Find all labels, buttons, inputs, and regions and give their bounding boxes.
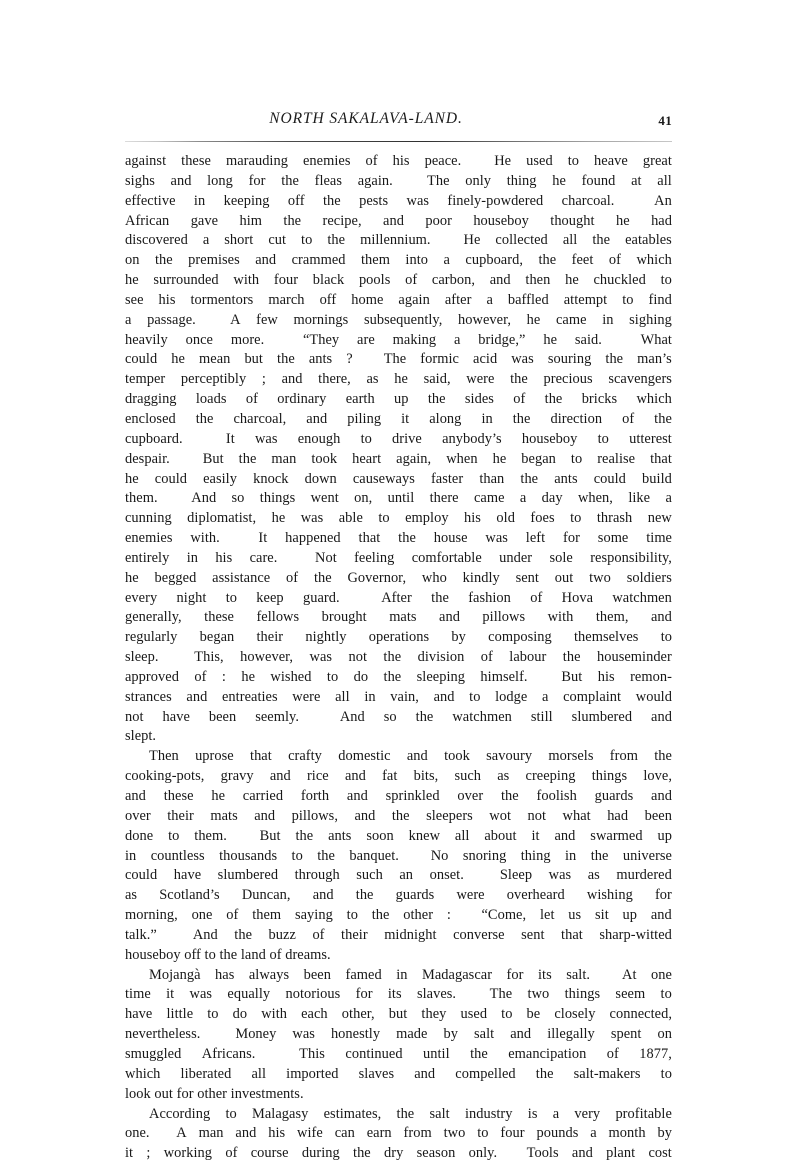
header-rule	[125, 141, 672, 142]
text-line: on the premises and crammed them into a cupboard, the feet of which	[125, 252, 672, 269]
text-line: talk.” And the buzz of their midnight converse sent that sharp-witted	[125, 926, 672, 943]
text-line: enclosed the charcoal, and piling it along in the direction of the	[125, 410, 672, 427]
text-line: against these marauding enemies of his peace. He used to heave great	[125, 153, 672, 169]
text-line: generally, these fellows brought mats and pillows with them, and	[125, 609, 672, 626]
text-line: see his tormentors march off home again after a baffled attempt to find	[125, 291, 672, 308]
text-line: cupboard. It was enough to drive anybody’s houseboy to utterest	[125, 430, 672, 447]
text-line: sighs and long for the fleas again. The only thing he found at all	[125, 172, 672, 189]
body-text-column	[125, 152, 672, 1164]
text-line: Then uprose that crafty domestic and took savoury morsels from the	[149, 748, 672, 765]
text-line: smuggled Africans. This continued until the emancipation of 1877,	[125, 1045, 672, 1062]
text-line: entirely in his care. Not feeling comfortable under sole responsibility,	[125, 549, 672, 566]
text-line: strances and entreaties were all in vain, and to lodge a complaint would	[125, 688, 672, 705]
text-line: enemies with. It happened that the house was left for some time	[125, 530, 672, 547]
text-line: he surrounded with four black pools of carbon, and then he chuckled to	[125, 272, 672, 289]
text-line: dragging loads of ordinary earth up the sides of the bricks which	[125, 391, 672, 408]
text-line: despair. But the man took heart again, when he began to realise that	[125, 450, 672, 467]
text-line: temper perceptibly ; and there, as he said, were the precious scavengers	[125, 371, 672, 388]
text-line: nevertheless. Money was honestly made by salt and illegally spent on	[125, 1026, 672, 1043]
text-line: houseboy off to the land of dreams.	[125, 946, 331, 963]
text-line: heavily once more. “They are making a bridge,” he said. What	[125, 331, 672, 348]
running-head-title: NORTH SAKALAVA-LAND.	[269, 110, 463, 127]
text-line: slept.	[125, 728, 157, 745]
text-line: effective in keeping off the pests was finely-powdered charcoal. An	[125, 192, 672, 209]
page-header	[125, 110, 672, 140]
text-line: Mojangà has always been famed in Madagascar for its salt. At one	[149, 966, 672, 983]
text-line: could he mean but the ants ? The formic acid was souring the man’s	[125, 351, 672, 368]
text-line: them. And so things went on, until there came a day when, like a	[125, 490, 672, 507]
text-line: done to them. But the ants soon knew all about it and swarmed up	[125, 827, 672, 844]
text-line: sleep. This, however, was not the division of labour the houseminder	[125, 649, 672, 666]
text-line: African gave him the recipe, and poor houseboy thought he had	[125, 212, 672, 229]
text-line: he could easily knock down causeways faster than the ants could build	[125, 470, 672, 487]
text-line: look out for other investments.	[125, 1085, 304, 1102]
text-line: discovered a short cut to the millennium. He collected all the eatables	[125, 232, 672, 249]
text-line: not have been seemly. And so the watchmen still slumbered and	[125, 708, 672, 725]
page-number: 41	[658, 113, 672, 128]
text-line: morning, one of them saying to the other : “Come, let us sit up and	[125, 907, 672, 924]
text-line: and these he carried forth and sprinkled over the foolish guards and	[125, 788, 672, 804]
text-line: which liberated all imported slaves and compelled the salt-makers to	[125, 1065, 672, 1082]
text-line: over their mats and pillows, and the sleepers wot not what had been	[125, 807, 672, 824]
text-line: he begged assistance of the Governor, who kindly sent out two soldiers	[125, 569, 672, 586]
text-line: regularly began their nightly operations by composing themselves to	[125, 629, 672, 646]
text-line: could have slumbered through such an onset. Sleep was as murdered	[125, 867, 672, 884]
text-line: it ; working of course during the dry season only. Tools and plant cost	[125, 1145, 672, 1162]
text-line: a passage. A few mornings subsequently, however, he came in sighing	[125, 311, 672, 328]
text-line: cooking-pots, gravy and rice and fat bits, such as creeping things love,	[125, 768, 672, 785]
text-line: one. A man and his wife can earn from two to four pounds a month by	[125, 1125, 672, 1142]
text-line: cunning diplomatist, he was able to employ his old foes to thrash new	[125, 510, 672, 527]
text-line: time it was equally notorious for its slaves. The two things seem to	[125, 986, 672, 1003]
text-line: have little to do with each other, but they used to be closely connected,	[125, 1006, 672, 1023]
text-line: every night to keep guard. After the fashion of Hova watchmen	[125, 589, 672, 606]
text-line: approved of : he wished to do the sleeping himself. But his remon-	[125, 668, 672, 685]
text-line: According to Malagasy estimates, the salt industry is a very profitable	[149, 1105, 672, 1122]
text-line: as Scotland’s Duncan, and the guards were overheard wishing for	[125, 887, 672, 904]
text-line: in countless thousands to the banquet. No snoring thing in the universe	[125, 847, 672, 864]
